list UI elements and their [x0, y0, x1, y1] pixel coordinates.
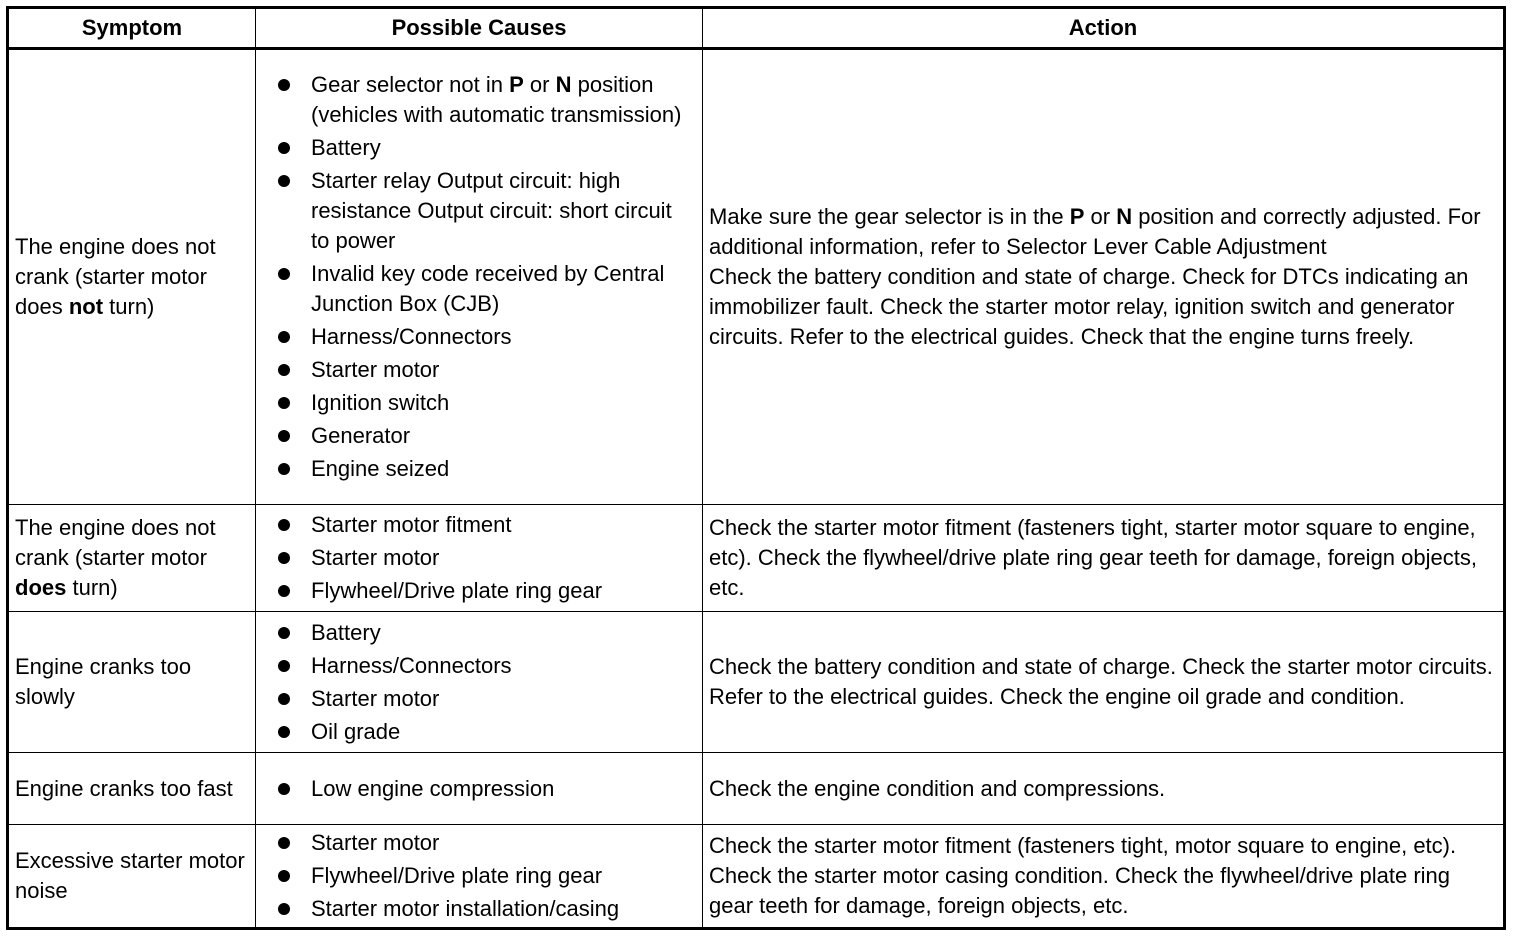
causes-cell [256, 612, 703, 753]
causes-list [278, 774, 696, 804]
symptom-cell: Excessive starter motor noise [8, 825, 256, 929]
bullet-icon [278, 79, 290, 91]
bullet-icon [278, 142, 290, 154]
cause-item: Low engine compression [278, 774, 696, 804]
bullet-icon [278, 585, 290, 597]
action-paragraph: Check the battery condition and state of charge. Check for DTCs indicating an immobilizer fault. Check the starter motor relay, ignition switch and generator circuits. Refer to the electrical guides. Check that the engine turns freely. [709, 264, 1469, 349]
symptom-cell [8, 49, 256, 505]
causes-cell [256, 49, 703, 505]
cause-item: Engine seized [278, 454, 696, 484]
bullet-icon [278, 331, 290, 343]
bullet-icon [278, 552, 290, 564]
action-cell: Check the engine condition and compressions. [703, 753, 1505, 825]
bullet-icon [278, 903, 290, 915]
table-header-row [8, 8, 1505, 49]
causes-cell [256, 825, 703, 929]
cause-item: Harness/Connectors [278, 651, 696, 681]
cause-item: Invalid key code received by Central Junction Box (CJB) [278, 259, 696, 319]
bullet-icon [278, 627, 290, 639]
bullet-icon [278, 397, 290, 409]
cause-item: Starter relay Output circuit: high resistance Output circuit: short circuit to power [278, 166, 696, 256]
bullet-icon [278, 364, 290, 376]
cause-item: Gear selector not in P or N position (vehicles with automatic transmission) [278, 70, 696, 130]
symptom-chart-table [6, 6, 1506, 930]
cause-item: Starter motor [278, 355, 696, 385]
cause-item: Battery [278, 618, 696, 648]
bullet-icon [278, 430, 290, 442]
header-possible-causes: Possible Causes [256, 8, 703, 49]
header-action: Action [703, 8, 1505, 49]
causes-list [278, 70, 696, 484]
cause-item: Oil grade [278, 717, 696, 747]
table-row [8, 825, 1505, 929]
cause-item: Ignition switch [278, 388, 696, 418]
cause-item: Flywheel/Drive plate ring gear [278, 576, 696, 606]
table-row [8, 612, 1505, 753]
causes-list [278, 510, 696, 606]
table-row [8, 49, 1505, 505]
symptom-bold: not [68, 294, 104, 319]
bullet-icon [278, 870, 290, 882]
bullet-icon [278, 175, 290, 187]
bullet-icon [278, 693, 290, 705]
causes-list [278, 618, 696, 747]
cause-item: Battery [278, 133, 696, 163]
bullet-icon [278, 837, 290, 849]
action-cell: Check the starter motor fitment (fasteners tight, starter motor square to engine, etc). Check the flywheel/drive plate ring gear teeth for damage, foreign objects, etc. [703, 505, 1505, 612]
table-row [8, 505, 1505, 612]
cause-item: Starter motor [278, 828, 696, 858]
bullet-icon [278, 519, 290, 531]
cause-item: Starter motor fitment [278, 510, 696, 540]
cause-item: Flywheel/Drive plate ring gear [278, 861, 696, 891]
header-symptom: Symptom [8, 8, 256, 49]
bullet-icon [278, 783, 290, 795]
diagnostic-table-page [6, 6, 1506, 932]
symptom-cell [8, 505, 256, 612]
cause-item: Generator [278, 421, 696, 451]
cause-item: Starter motor [278, 543, 696, 573]
bullet-icon [278, 268, 290, 280]
bullet-icon [278, 726, 290, 738]
symptom-bold: does [15, 575, 67, 600]
action-cell: Check the battery condition and state of charge. Check the starter motor circuits. Refer to the electrical guides. Check the engine oil grade and condition. [703, 612, 1505, 753]
symptom-text: The engine does not crank (starter motor [15, 515, 216, 570]
bullet-icon [278, 463, 290, 475]
causes-list [278, 828, 696, 924]
symptom-text: The engine does not crank (starter motor does [15, 234, 216, 319]
symptom-text-end: turn) [66, 575, 118, 600]
symptom-text-end: turn) [103, 294, 155, 319]
causes-cell [256, 753, 703, 825]
bullet-icon [278, 660, 290, 672]
symptom-cell: Engine cranks too slowly [8, 612, 256, 753]
table-row [8, 753, 1505, 825]
action-cell [703, 49, 1505, 505]
cause-item: Starter motor installation/casing [278, 894, 696, 924]
cause-item: Starter motor [278, 684, 696, 714]
cause-item: Harness/Connectors [278, 322, 696, 352]
symptom-cell: Engine cranks too fast [8, 753, 256, 825]
action-paragraph: Make sure the gear selector is in the P or N position and correctly adjusted. For additional information, refer to Selector Lever Cable Adjustment [709, 204, 1481, 259]
action-cell: Check the starter motor fitment (fasteners tight, motor square to engine, etc). Check the starter motor casing condition. Check the flywheel/drive plate ring gear teeth for damage, foreign objects, etc. [703, 825, 1505, 929]
causes-cell [256, 505, 703, 612]
